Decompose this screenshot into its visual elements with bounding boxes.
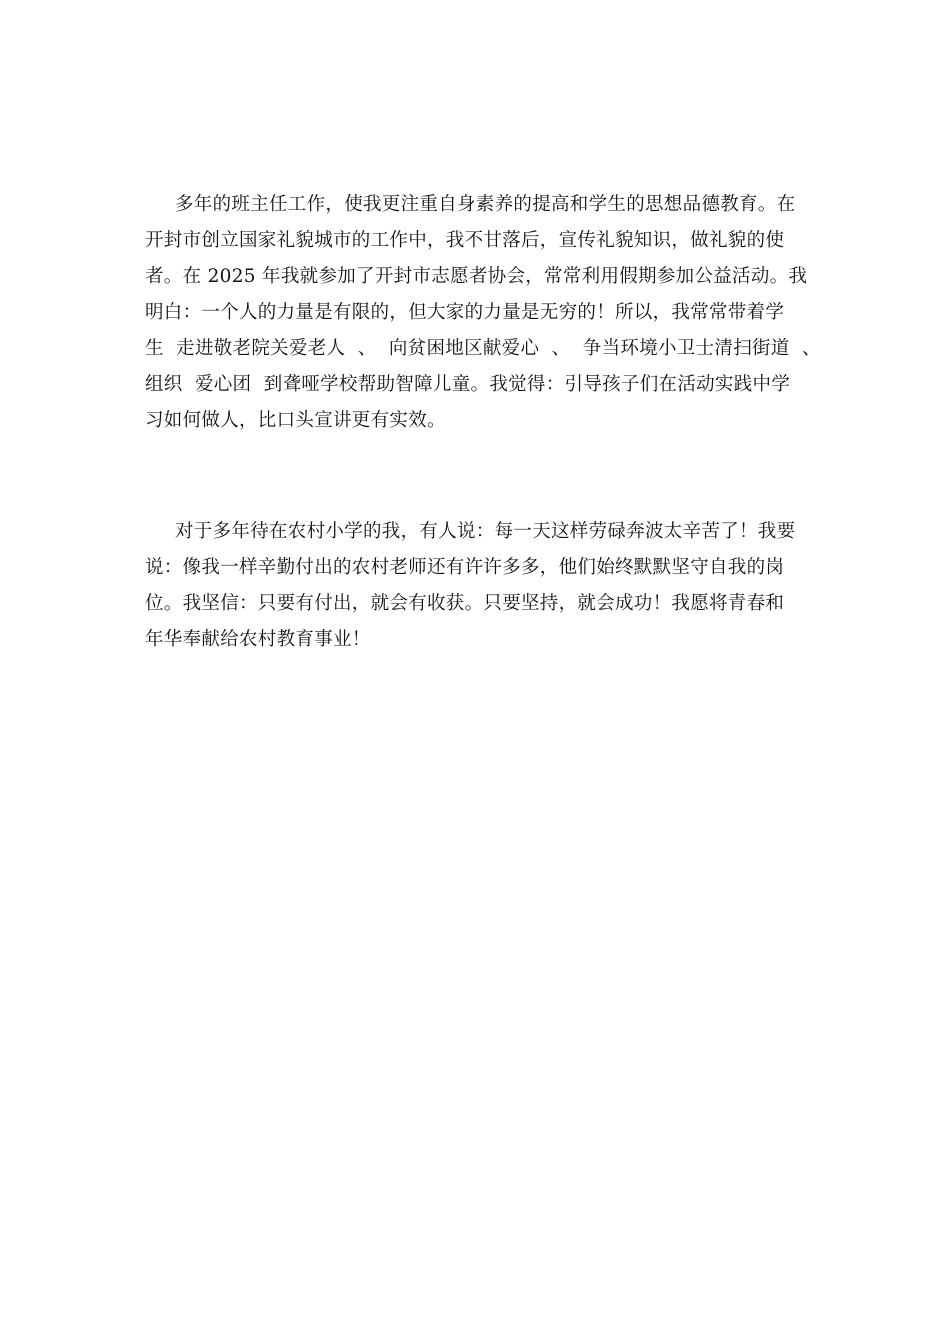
paragraph-line: 习如何做人，比口头宣讲更有实效。 [145,410,446,431]
paragraph-rural-teaching [145,514,810,658]
paragraph-line: 年华奉献给农村教育事业！ [145,629,371,650]
paragraph-line: 者。在 2025 年我就参加了开封市志愿者协会，常常利用假期参加公益活动。我 [145,266,808,287]
paragraph-line: 组织 爱心团 到聋哑学校帮助智障儿童。我觉得：引导孩子们在活动实践中学 [145,374,791,395]
paragraph-line: 说：像我一样辛勤付出的农村老师还有许许多多，他们始终默默坚守自我的岗 [145,557,785,578]
paragraph-line: 开封市创立国家礼貌城市的工作中，我不甘落后，宣传礼貌知识，做礼貌的使 [145,230,785,251]
paragraph-class-teacher-work [145,187,821,439]
paragraph-line: 生 走进敬老院关爱老人 、 向贫困地区献爱心 、 争当环境小卫士清扫街道 、 [145,338,821,359]
paragraph-line: 位。我坚信：只要有付出，就会有收获。只要坚持，就会成功！我愿将青春和 [145,593,785,614]
paragraph-line: 多年的班主任工作，使我更注重自身素养的提高和学生的思想品德教育。在 [175,194,796,215]
paragraph-line: 明白：一个人的力量是有限的，但大家的力量是无穷的！所以，我常常带着学 [145,302,785,323]
paragraph-line: 对于多年待在农村小学的我，有人说：每一天这样劳碌奔波太辛苦了！我要 [175,521,796,542]
